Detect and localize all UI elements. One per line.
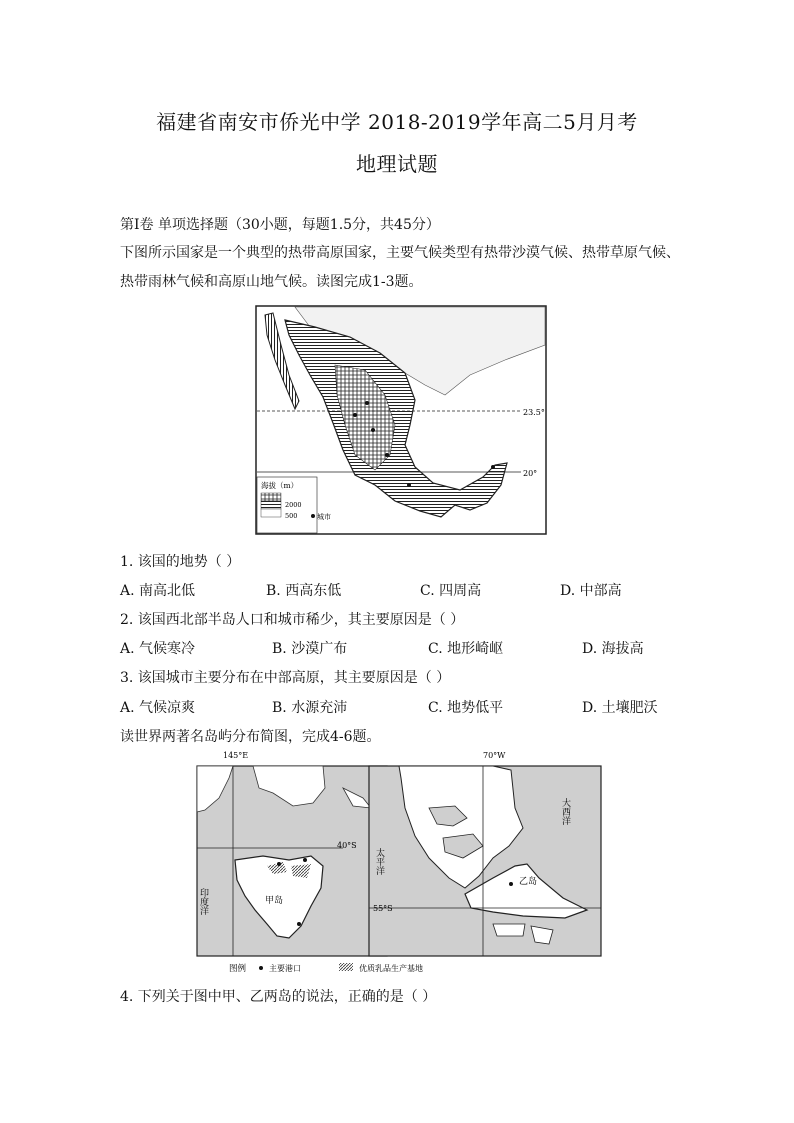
- city-dot-icon: [311, 514, 315, 518]
- q3-option-c[interactable]: C. 地势低平: [428, 700, 504, 716]
- island-jia: 甲岛: [265, 896, 284, 906]
- lat-40s: 40°S: [337, 841, 357, 850]
- section-heading: 第Ⅰ卷 单项选择题（30小题，每题1.5分，共45分）: [120, 217, 440, 233]
- q2-option-a[interactable]: A. 气候寒冷: [120, 641, 196, 657]
- q3-option-d[interactable]: D. 土壤肥沃: [582, 700, 658, 716]
- q1-option-d[interactable]: D. 中部高: [560, 583, 622, 599]
- legend-port: 主要港口: [269, 964, 301, 973]
- q2-option-d[interactable]: D. 海拔高: [582, 641, 644, 657]
- q3-option-b[interactable]: B. 水源充沛: [272, 700, 348, 716]
- lon-70w: 70°W: [483, 751, 506, 760]
- intro-line-1: 下图所示国家是一个典型的热带高原国家，主要气候类型有热带沙漠气候、热带草原气候、: [120, 245, 680, 261]
- legend-500: 500: [285, 512, 298, 520]
- intro-line-2: 热带雨林气候和高原山地气候。读图完成1-3题。: [120, 274, 423, 290]
- q2-option-c[interactable]: C. 地形崎岖: [428, 641, 504, 657]
- mexico-elevation-map: [255, 305, 547, 535]
- q2-option-b[interactable]: B. 沙漠广布: [272, 641, 348, 657]
- intro-4-6: 读世界两著名岛屿分布简图，完成4-6题。: [120, 729, 381, 745]
- legend-2000: 2000: [285, 501, 302, 509]
- question-1-stem: 1. 该国的地势（ ）: [120, 554, 241, 570]
- question-3-stem: 3. 该国城市主要分布在中部高原，其主要原因是（ ）: [120, 670, 451, 686]
- ocean-atlantic: 大西洋: [560, 798, 570, 825]
- lat-label-23-5: 23.5°: [523, 408, 545, 417]
- dairy-hatch-icon: [339, 963, 353, 971]
- legend-label: 图例: [229, 964, 247, 974]
- port-dot-icon: [259, 966, 263, 970]
- q3-option-a[interactable]: A. 气候凉爽: [120, 700, 196, 716]
- page-title: 福建省南安市侨光中学 2018-2019学年高二5月月考: [156, 110, 638, 134]
- question-2-stem: 2. 该国西北部半岛人口和城市稀少，其主要原因是（ ）: [120, 612, 465, 628]
- q1-option-c[interactable]: C. 四周高: [420, 583, 482, 599]
- legend-title: 海拔（m）: [261, 481, 299, 490]
- lat-55s: 55°S: [373, 904, 393, 913]
- island-yi: 乙岛: [519, 877, 538, 887]
- question-4-stem: 4. 下列关于图中甲、乙两岛的说法，正确的是（ ）: [120, 989, 437, 1005]
- lat-label-20: 20°: [523, 469, 538, 478]
- ocean-pacific: 太平洋: [374, 848, 384, 875]
- q1-option-b[interactable]: B. 西高东低: [266, 583, 342, 599]
- ocean-indian: 印度洋: [198, 888, 208, 915]
- legend-city: 城市: [317, 513, 331, 521]
- q1-option-a[interactable]: A. 南高北低: [120, 583, 196, 599]
- page-subtitle: 地理试题: [356, 152, 438, 176]
- lon-145e: 145°E: [223, 751, 249, 760]
- legend-dairy: 优质乳品生产基地: [359, 964, 423, 973]
- islands-map: [193, 748, 605, 978]
